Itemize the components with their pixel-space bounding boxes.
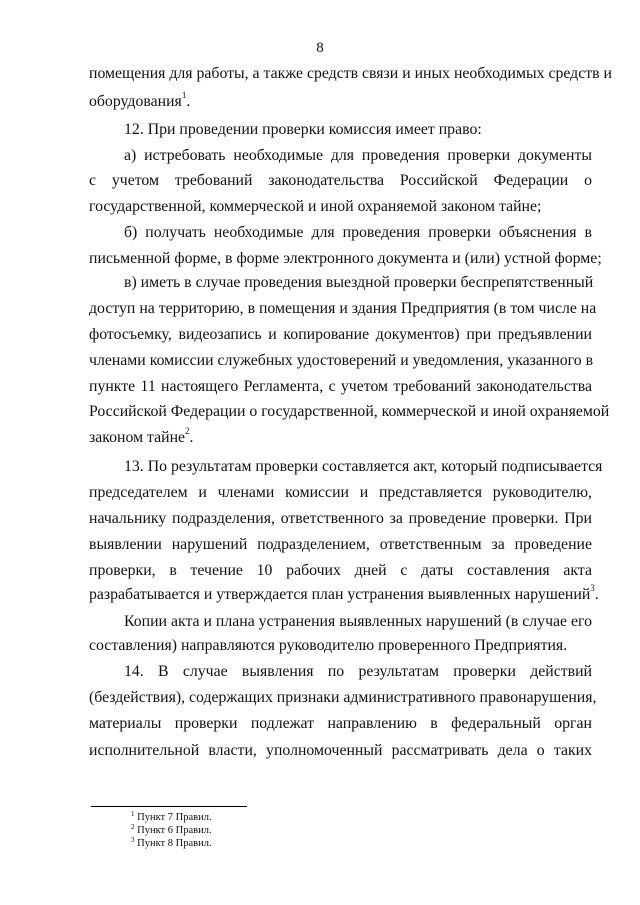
footnote: $^1$ Пункт 7 Правил. — [131, 809, 212, 823]
footnote-ref: 2 — [185, 425, 190, 436]
text-line: Российской Федерации о государственной, коммерческой и иной охраняемой — [89, 403, 610, 420]
text-line: в) иметь в случае проведения выездной проверки беспрепятственный — [124, 274, 594, 291]
page-number: 8 — [316, 40, 324, 56]
footnote-separator — [91, 806, 247, 807]
text-line: 13. По результатам проверки составляется акт, который подписывается — [124, 458, 603, 475]
footnote-ref: 1 — [181, 89, 187, 100]
text-line: разрабатывается и утверждается план устранения выявленных нарушений$^3$. — [89, 582, 599, 603]
text-line: членами комиссии служебных удостоверений и уведомления, указанного в — [89, 352, 594, 369]
text-line: начальнику подразделения, ответственного за проведение проверки. При — [89, 510, 592, 527]
text-line: Копии акта и плана устранения выявленных нарушений (в случае его — [124, 613, 592, 630]
text-line: доступ на территорию, в помещения и здания Предприятия (в том числе на — [89, 300, 597, 317]
footnote: $^3$ Пункт 8 Правил. — [131, 835, 212, 849]
footnote-ref: 3 — [590, 582, 595, 593]
text-line: выявлении нарушений подразделением, ответственным за проведение — [89, 536, 592, 553]
text-line: исполнительной власти, уполномоченный рассматривать дела о таких — [89, 742, 592, 759]
text-line: государственной, коммерческой и иной охраняемой законом тайне; — [89, 198, 542, 215]
text-line: 14. В случае выявления по результатам проверки действий — [124, 663, 592, 680]
text-line: оборудования$^1$. — [89, 89, 191, 110]
text-line: а) истребовать необходимые для проведения проверки документы — [124, 147, 592, 164]
text-line: законом тайне$^2$. — [89, 425, 194, 446]
text-line: председателем и членами комиссии и представляется руководителю, — [89, 484, 592, 501]
text-line: помещения для работы, а также средств связи и иных необходимых средств и — [89, 65, 612, 82]
text-line: пункте 11 настоящего Регламента, с учетом требований законодательства — [89, 378, 592, 395]
footnote: $^2$ Пункт 6 Правил. — [131, 822, 212, 836]
text-line: материалы проверки подлежат направлению в федеральный орган — [89, 715, 592, 732]
text-line: проверки, в течение 10 рабочих дней с даты составления акта — [89, 562, 592, 579]
text-line: 12. При проведении проверки комиссия имеет право: — [124, 121, 482, 138]
text-line: с учетом требований законодательства Российской Федерации о — [89, 172, 592, 189]
text-line: (бездействия), содержащих признаки административного правонарушения, — [89, 689, 597, 706]
text-line: фотосъемку, видеозапись и копирование документов) при предъявлении — [89, 326, 592, 343]
text-line: письменной форме, в форме электронного документа и (или) устной форме; — [89, 250, 602, 267]
text-line: б) получать необходимые для проведения проверки объяснения в — [124, 224, 592, 241]
text-line: составления) направляются руководителю проверенного Предприятия. — [89, 637, 568, 654]
